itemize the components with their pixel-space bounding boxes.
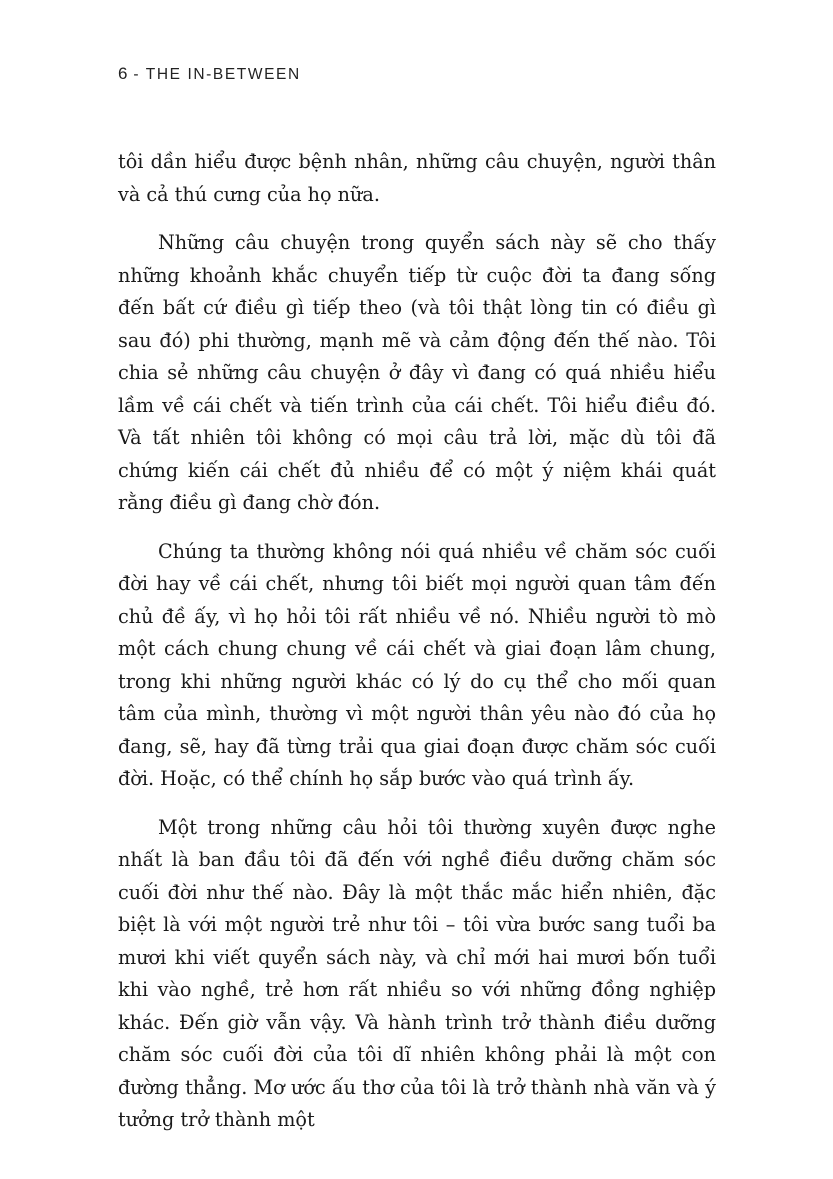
header-separator: - (127, 66, 146, 83)
paragraph-continued: tôi dần hiểu được bệnh nhân, những câu chuyện, người thân và cả thú cưng của họ nữa. (118, 150, 716, 206)
paragraph: Những câu chuyện trong quyển sách này sẽ cho thấy những khoảnh khắc chuyển tiếp từ cuộc đời ta đang sống đến bất cứ điều gì tiếp theo (và tôi thật lòng tin có điều gì sau đó) phi thường, mạnh mẽ và cảm động đến thế nào. Tôi chia sẻ những câu chuyện ở đây vì đang có quá nhiều hiểu lầm về cái chết và tiến trình của cái chết. Tôi hiểu điều đó. Và tất nhiên tôi không có mọi câu trả lời, mặc dù tôi đã chứng kiến cái chết đủ nhiều để có một ý niệm khái quát rằng điều gì đang chờ đón. (118, 231, 716, 514)
book-title: THE IN-BETWEEN (145, 66, 301, 83)
paragraph: Một trong những câu hỏi tôi thường xuyên được nghe nhất là ban đầu tôi đã đến với nghề điều dưỡng chăm sóc cuối đời như thế nào. Đây là một thắc mắc hiển nhiên, đặc biệt là với một người trẻ như tôi – tôi vừa bước sang tuổi ba mươi khi viết quyển sách này, và chỉ mới hai mươi bốn tuổi khi vào nghề, trẻ hơn rất nhiều so với những đồng nghiệp khác. Đến giờ vẫn vậy. Và hành trình trở thành điều dưỡng chăm sóc cuối đời của tôi dĩ nhiên không phải là một con đường thẳng. Mơ ước ấu thơ của tôi là trở thành nhà văn và ý tưởng trở thành một (118, 815, 716, 1131)
running-header (118, 64, 301, 84)
page-number: 6 (118, 64, 128, 83)
paragraph: Chúng ta thường không nói quá nhiều về chăm sóc cuối đời hay về cái chết, nhưng tôi biết mọi người quan tâm đến chủ đề ấy, vì họ hỏi tôi rất nhiều về nó. Nhiều người tò mò một cách chung chung về cái chết và giai đoạn lâm chung, trong khi những người khác có lý do cụ thể cho mối quan tâm của mình, thường vì một người thân yêu nào đó của họ đang, sẽ, hay đã từng trải qua giai đoạn được chăm sóc cuối đời. Hoặc, có thể chính họ sắp bước vào quá trình ấy. (118, 539, 716, 790)
body-text (118, 146, 716, 1153)
